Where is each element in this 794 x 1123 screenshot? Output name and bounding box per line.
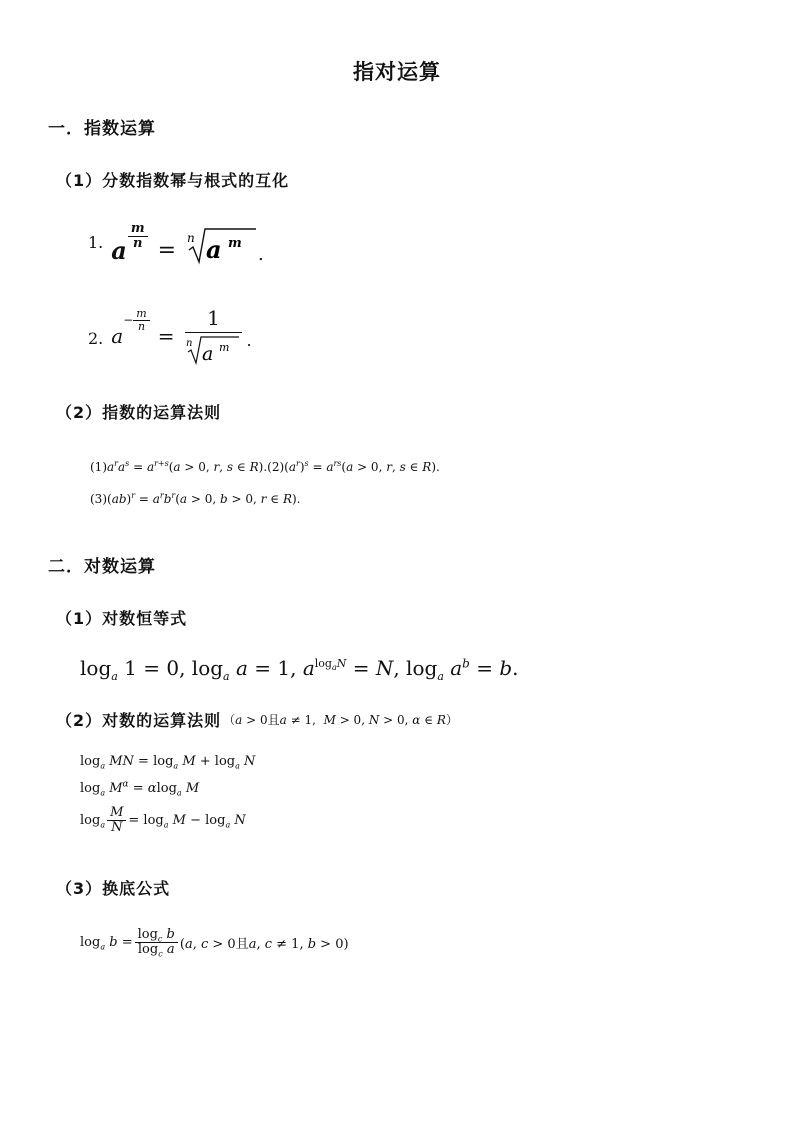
formula-period-1: .: [258, 243, 264, 265]
log-rule-quotient: $\log_a$ $\frac{M}{N}$ = $\log_a M - \log_a N$: [80, 805, 246, 835]
subheading-log-rules: （2）对数的运算法则: [56, 711, 222, 730]
radical-sign: [186, 226, 258, 266]
exponent-rule-1: $(1)a^ra^s = a^{r+s}(a > 0$, r, s ∈ R).: [90, 459, 268, 474]
svg-text:n: n: [186, 338, 193, 349]
formula-fractional-power: 1. a $\frac{m}{n}$ = n a m .: [88, 220, 264, 265]
log-rules-heading-row: [56, 708, 458, 731]
section-heading-logarithm: 二．对数运算: [48, 557, 156, 577]
subheading-log-identity: （1）对数恒等式: [56, 609, 188, 628]
subheading-fractional-exponent: （1）分数指数幂与根式的互化: [56, 171, 290, 190]
exponent-rule-2: $(2)(a^r)^s = a^{rs}(a > 0$, r, s ∈ R).: [267, 459, 440, 474]
svg-text:a: a: [202, 343, 214, 365]
formula-index-1: 1.: [88, 232, 104, 252]
svg-text:m: m: [228, 236, 242, 251]
log-rules-condition: （a > 0且a ≠ 1, M > 0, N > 0, α ∈ R）: [223, 713, 458, 727]
change-of-base-formula: $\log_a b$ = $\frac{\log_c b}{\log_c a}$ (a, c > 0且a, c ≠ 1, b > 0): [80, 927, 349, 959]
exponent-rule-3: $(3)(ab)^r = a^rb^r(a > 0$, b > 0, r ∈ R).: [90, 491, 301, 506]
formula-period-2: .: [246, 330, 252, 350]
subheading-exponent-rules: （2）指数的运算法则: [56, 403, 222, 422]
log-rule-power: $\log_a M^\alpha = \alpha\log_a$ M: [80, 779, 200, 798]
formula-negative-fractional-power: 2. a − $\frac{m}{n}$ = 1 n a m .: [88, 306, 252, 365]
page-title: 指对运算: [353, 60, 441, 84]
log-identity-formula: $\log_a 1 = 0$, $\log_a a = 1$, $a^{log_aN} = N$, $\log_a a^b = b$.: [80, 656, 519, 683]
log-rule-product: $\log_a$ MN = $\log_a M + \log_a N$: [80, 754, 256, 771]
formula-index-2: 2.: [88, 328, 104, 348]
subheading-change-of-base: （3）换底公式: [56, 879, 171, 898]
exponent-rule-1-2: [90, 460, 440, 474]
radical-sign-denominator: [185, 333, 241, 365]
svg-text:n: n: [187, 231, 195, 245]
svg-text:m: m: [219, 341, 230, 354]
section-heading-exponent: 一．指数运算: [48, 119, 156, 139]
svg-text:a: a: [206, 235, 222, 264]
